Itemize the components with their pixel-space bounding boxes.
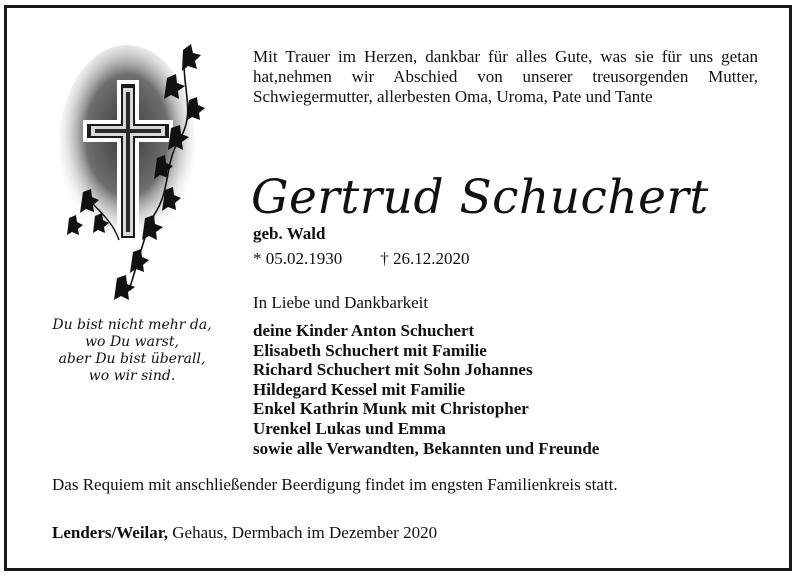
memorial-quote (27, 317, 237, 385)
death-date: † 26.12.2020 (380, 249, 470, 268)
mourners-list (253, 321, 599, 458)
birth-date: * 05.02.1930 (253, 249, 343, 268)
maiden-name: geb. Wald (253, 224, 326, 243)
quote-line: aber Du bist überall, (58, 351, 206, 367)
mourner-line: Richard Schuchert mit Sohn Johannes (253, 360, 533, 380)
place-and-date (52, 523, 437, 543)
place-rest: Gehaus, Dermbach im Dezember 2020 (168, 523, 438, 542)
mourner-line: Hildegard Kessel mit Familie (253, 379, 465, 399)
life-dates (253, 249, 470, 269)
mourner-line: deine Kinder Anton Schuchert (253, 321, 475, 340)
mourner-line: Elisabeth Schuchert mit Familie (253, 340, 487, 360)
intro-text: Mit Trauer im Herzen, dankbar für alles Gute, was sie für uns getan hat,nehmen wir Abschied von unserer treusorgenden Mutter, Schwiegermutter, allerbesten Oma, Uroma, Pate und Tante (253, 47, 758, 106)
dedication-line: In Liebe und Dankbarkeit (253, 293, 429, 312)
ivy-icon (59, 40, 219, 300)
mourner-line: sowie alle Verwandten, Bekannten und Freunde (253, 438, 600, 458)
quote-line: wo wir sind. (88, 368, 176, 384)
place-bold: Lenders/Weilar, (52, 523, 169, 542)
requiem-notice: Das Requiem mit anschließender Beerdigung findet im engsten Familienkreis statt. (52, 475, 618, 494)
deceased-name: Gertrud Schuchert (251, 170, 709, 225)
quote-line: wo Du warst, (85, 334, 179, 350)
quote-line: Du bist nicht mehr da, (52, 317, 212, 333)
mourner-line: Urenkel Lukas und Emma (253, 418, 446, 438)
mourner-line: Enkel Kathrin Munk mit Christopher (253, 399, 529, 419)
obituary-frame (4, 5, 792, 571)
